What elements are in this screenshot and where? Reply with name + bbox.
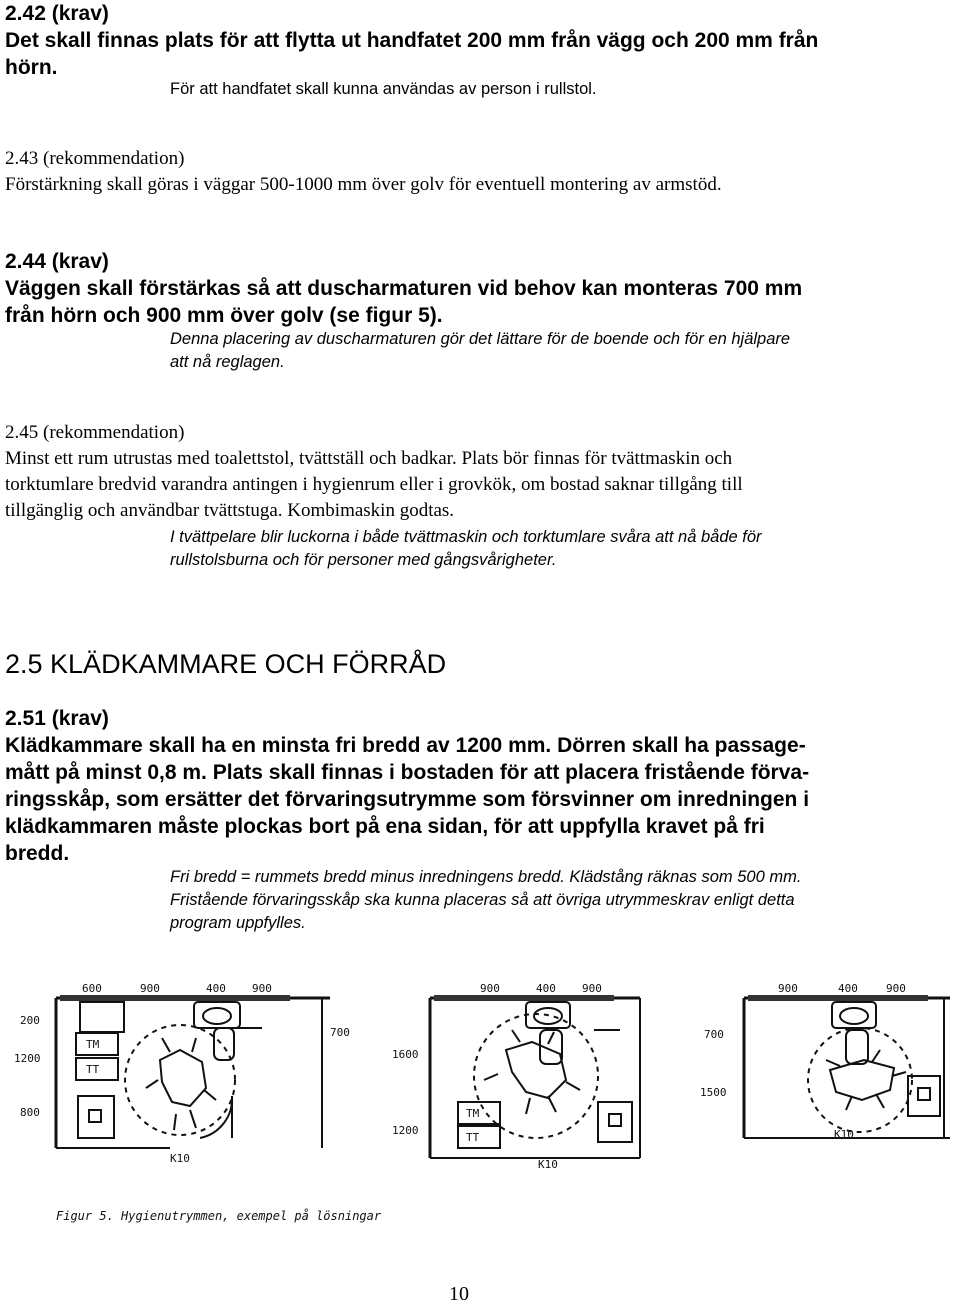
- note-line: program uppfylles.: [170, 914, 306, 932]
- dim-top: 900: [252, 982, 272, 995]
- dim-top: 400: [838, 982, 858, 995]
- body-line: Minst ett rum utrustas med toalettstol, tvättställ och badkar. Plats bör finnas för tvättmaskin och: [5, 448, 733, 469]
- label-tt: TT: [86, 1063, 100, 1076]
- section-number: 2.51 (krav): [5, 707, 109, 730]
- requirement-line: bredd.: [5, 842, 70, 865]
- dim-top: 400: [206, 982, 226, 995]
- note-2-44: [170, 328, 790, 374]
- section-number: 2.45 (rekommendation): [5, 422, 185, 443]
- section-2-51: [5, 705, 809, 867]
- dim-top: 900: [140, 982, 160, 995]
- dim-left: 1600: [392, 1048, 419, 1061]
- figure-5-bathroom-plans: [0, 930, 960, 1230]
- label-k10: K10: [538, 1158, 558, 1171]
- label-k10: K10: [834, 1128, 854, 1141]
- body-line: Förstärkning skall göras i väggar 500-1000 mm över golv för eventuell montering av armstöd.: [5, 174, 722, 195]
- requirement-line: Väggen skall förstärkas så att duscharmaturen vid behov kan monteras 700 mm: [5, 277, 803, 300]
- dim-left: 1500: [700, 1086, 727, 1099]
- label-tm: TM: [86, 1038, 100, 1051]
- section-2-45: [5, 420, 743, 524]
- dim-left: 700: [704, 1028, 724, 1041]
- dim-left: 1200: [392, 1124, 419, 1137]
- section-2-42: [5, 0, 818, 81]
- note-line: att nå reglagen.: [170, 353, 285, 371]
- dim-top: 600: [82, 982, 102, 995]
- dim-left: 1200: [14, 1052, 41, 1065]
- note-line: För att handfatet skall kunna användas av person i rullstol.: [170, 80, 597, 98]
- requirement-line: Det skall finnas plats för att flytta ut handfatet 200 mm från vägg och 200 mm från: [5, 29, 819, 52]
- dim-top: 400: [536, 982, 556, 995]
- note-line: I tvättpelare blir luckorna i både tvättmaskin och torktumlare svåra att nå både för: [170, 528, 762, 546]
- requirement-line: från hörn och 900 mm över golv (se figur 5).: [5, 304, 443, 327]
- note-2-51: [170, 866, 801, 935]
- section-number: 2.43 (rekommendation): [5, 148, 185, 169]
- body-line: torktumlare bredvid varandra antingen i hygienrum eller i grovkök, om bostad saknar tillgång till: [5, 474, 743, 495]
- requirement-line: hörn.: [5, 56, 58, 79]
- section-2-44: [5, 248, 802, 329]
- note-line: rullstolsburna och för personer med gångsvårigheter.: [170, 551, 557, 569]
- note-line: Fristående förvaringsskåp ska kunna placeras så att övriga utrymmeskrav enligt detta: [170, 891, 795, 909]
- note-line: Fri bredd = rummets bredd minus inredningens bredd. Klädstång räknas som 500 mm.: [170, 868, 802, 886]
- note-2-45: [170, 526, 762, 572]
- dim-top: 900: [582, 982, 602, 995]
- bathroom-plan-3: [744, 998, 950, 1138]
- bathroom-plan-2: [430, 998, 640, 1158]
- body-line: tillgänglig och användbar tvättstuga. Kombimaskin godtas.: [5, 500, 455, 521]
- section-number: 2.42 (krav): [5, 2, 109, 25]
- label-tm: TM: [466, 1107, 480, 1120]
- note-line: Denna placering av duscharmaturen gör det lättare för de boende och för en hjälpare: [170, 330, 791, 348]
- dim-top: 900: [778, 982, 798, 995]
- note-2-42: [170, 78, 597, 101]
- label-tt: TT: [466, 1131, 480, 1144]
- label-k10: K10: [170, 1152, 190, 1165]
- requirement-line: ringsskåp, som ersätter det förvaringsutrymme som försvinner om inredningen i: [5, 788, 810, 811]
- dim-top: 900: [480, 982, 500, 995]
- requirement-line: Klädkammare skall ha en minsta fri bredd av 1200 mm. Dörren skall ha passage-: [5, 734, 806, 757]
- requirement-line: mått på minst 0,8 m. Plats skall finnas i bostaden för att placera fristående förva-: [5, 761, 810, 784]
- dim-left: 800: [20, 1106, 40, 1119]
- section-heading: 2.5 KLÄDKAMMARE OCH FÖRRÅD: [5, 649, 447, 679]
- dim-left: 200: [20, 1014, 40, 1027]
- dim-top: 900: [886, 982, 906, 995]
- requirement-line: klädkammaren måste plockas bort på ena sidan, för att uppfylla kravet på fri: [5, 815, 765, 838]
- section-2-43: [5, 146, 722, 198]
- dim-right: 700: [330, 1026, 350, 1039]
- page-number: 10: [449, 1283, 469, 1305]
- figure-caption: Figur 5. Hygienutrymmen, exempel på lösningar: [56, 1209, 382, 1223]
- section-number: 2.44 (krav): [5, 250, 109, 273]
